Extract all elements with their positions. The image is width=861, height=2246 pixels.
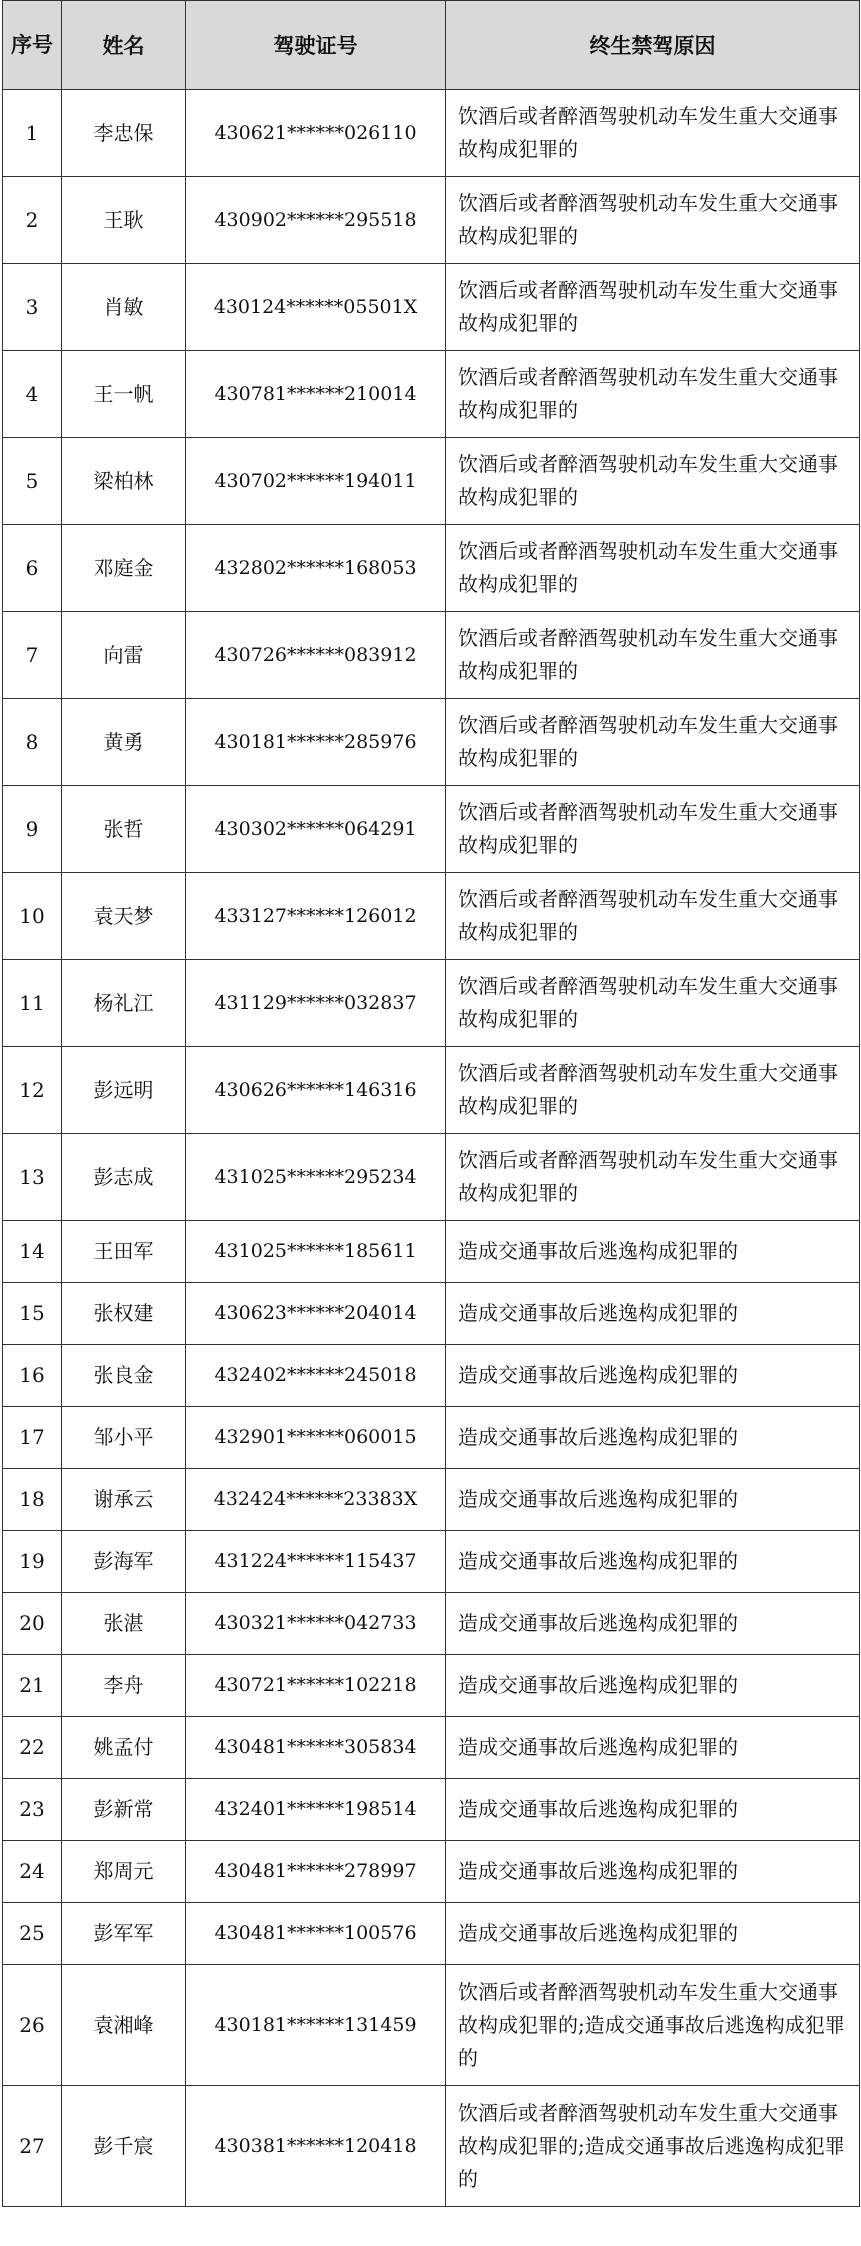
cell-license: 430321******042733	[186, 1593, 446, 1655]
cell-reason: 饮酒后或者醉酒驾驶机动车发生重大交通事故构成犯罪的	[446, 438, 860, 525]
cell-no: 4	[3, 351, 62, 438]
cell-license: 430623******204014	[186, 1283, 446, 1345]
cell-license: 430181******131459	[186, 1965, 446, 2086]
cell-reason: 饮酒后或者醉酒驾驶机动车发生重大交通事故构成犯罪的;造成交通事故后逃逸构成犯罪的	[446, 2086, 860, 2207]
cell-reason: 饮酒后或者醉酒驾驶机动车发生重大交通事故构成犯罪的	[446, 1047, 860, 1134]
header-reason: 终生禁驾原因	[446, 1, 860, 90]
cell-no: 27	[3, 2086, 62, 2207]
cell-license: 430726******083912	[186, 612, 446, 699]
table-row	[3, 1047, 860, 1134]
cell-name: 彭新常	[62, 1779, 186, 1841]
cell-license: 432424******23383X	[186, 1469, 446, 1531]
cell-reason: 造成交通事故后逃逸构成犯罪的	[446, 1469, 860, 1531]
cell-name: 王耿	[62, 177, 186, 264]
cell-reason: 饮酒后或者醉酒驾驶机动车发生重大交通事故构成犯罪的	[446, 612, 860, 699]
cell-no: 14	[3, 1221, 62, 1283]
cell-reason: 饮酒后或者醉酒驾驶机动车发生重大交通事故构成犯罪的	[446, 177, 860, 264]
cell-license: 432802******168053	[186, 525, 446, 612]
table-row	[3, 1717, 860, 1779]
table-row	[3, 1531, 860, 1593]
cell-no: 2	[3, 177, 62, 264]
table-row	[3, 438, 860, 525]
cell-license: 430621******026110	[186, 90, 446, 177]
cell-no: 10	[3, 873, 62, 960]
lifetime-driving-ban-table	[2, 0, 860, 2207]
table-row	[3, 1655, 860, 1717]
cell-no: 3	[3, 264, 62, 351]
cell-reason: 造成交通事故后逃逸构成犯罪的	[446, 1903, 860, 1965]
cell-reason: 造成交通事故后逃逸构成犯罪的	[446, 1717, 860, 1779]
cell-license: 430781******210014	[186, 351, 446, 438]
cell-license: 433127******126012	[186, 873, 446, 960]
cell-no: 21	[3, 1655, 62, 1717]
table-row	[3, 351, 860, 438]
cell-no: 7	[3, 612, 62, 699]
cell-no: 24	[3, 1841, 62, 1903]
cell-license: 431129******032837	[186, 960, 446, 1047]
cell-license: 430124******05501X	[186, 264, 446, 351]
cell-license: 432401******198514	[186, 1779, 446, 1841]
cell-no: 25	[3, 1903, 62, 1965]
cell-reason: 饮酒后或者醉酒驾驶机动车发生重大交通事故构成犯罪的	[446, 873, 860, 960]
cell-no: 16	[3, 1345, 62, 1407]
cell-reason: 造成交通事故后逃逸构成犯罪的	[446, 1221, 860, 1283]
cell-reason: 饮酒后或者醉酒驾驶机动车发生重大交通事故构成犯罪的	[446, 786, 860, 873]
cell-license: 431025******185611	[186, 1221, 446, 1283]
cell-name: 彭海军	[62, 1531, 186, 1593]
cell-reason: 饮酒后或者醉酒驾驶机动车发生重大交通事故构成犯罪的	[446, 1134, 860, 1221]
cell-reason: 饮酒后或者醉酒驾驶机动车发生重大交通事故构成犯罪的	[446, 90, 860, 177]
cell-no: 20	[3, 1593, 62, 1655]
cell-name: 彭志成	[62, 1134, 186, 1221]
header-name: 姓名	[62, 1, 186, 90]
cell-no: 19	[3, 1531, 62, 1593]
cell-no: 26	[3, 1965, 62, 2086]
cell-name: 张良金	[62, 1345, 186, 1407]
cell-name: 邹小平	[62, 1407, 186, 1469]
cell-name: 李舟	[62, 1655, 186, 1717]
table-row	[3, 612, 860, 699]
table-body	[3, 90, 860, 2207]
table-header-row	[3, 1, 860, 90]
cell-reason: 造成交通事故后逃逸构成犯罪的	[446, 1593, 860, 1655]
table-row	[3, 1779, 860, 1841]
cell-license: 430721******102218	[186, 1655, 446, 1717]
cell-no: 15	[3, 1283, 62, 1345]
cell-no: 11	[3, 960, 62, 1047]
cell-no: 18	[3, 1469, 62, 1531]
cell-name: 李忠保	[62, 90, 186, 177]
table-row	[3, 786, 860, 873]
cell-reason: 饮酒后或者醉酒驾驶机动车发生重大交通事故构成犯罪的	[446, 699, 860, 786]
cell-reason: 饮酒后或者醉酒驾驶机动车发生重大交通事故构成犯罪的;造成交通事故后逃逸构成犯罪的	[446, 1965, 860, 2086]
cell-reason: 造成交通事故后逃逸构成犯罪的	[446, 1841, 860, 1903]
cell-name: 彭军军	[62, 1903, 186, 1965]
table-row	[3, 699, 860, 786]
cell-license: 432901******060015	[186, 1407, 446, 1469]
cell-reason: 造成交通事故后逃逸构成犯罪的	[446, 1283, 860, 1345]
cell-reason: 造成交通事故后逃逸构成犯罪的	[446, 1407, 860, 1469]
cell-name: 肖敏	[62, 264, 186, 351]
cell-name: 彭远明	[62, 1047, 186, 1134]
cell-no: 22	[3, 1717, 62, 1779]
cell-no: 9	[3, 786, 62, 873]
table-row	[3, 960, 860, 1047]
cell-license: 430381******120418	[186, 2086, 446, 2207]
cell-license: 432402******245018	[186, 1345, 446, 1407]
cell-license: 430481******100576	[186, 1903, 446, 1965]
table-row	[3, 1903, 860, 1965]
cell-name: 杨礼江	[62, 960, 186, 1047]
cell-license: 430902******295518	[186, 177, 446, 264]
cell-reason: 饮酒后或者醉酒驾驶机动车发生重大交通事故构成犯罪的	[446, 351, 860, 438]
cell-reason: 造成交通事故后逃逸构成犯罪的	[446, 1779, 860, 1841]
table-row	[3, 2086, 860, 2207]
cell-license: 431025******295234	[186, 1134, 446, 1221]
cell-reason: 饮酒后或者醉酒驾驶机动车发生重大交通事故构成犯罪的	[446, 960, 860, 1047]
cell-no: 17	[3, 1407, 62, 1469]
cell-name: 黄勇	[62, 699, 186, 786]
cell-name: 袁天梦	[62, 873, 186, 960]
cell-name: 袁湘峰	[62, 1965, 186, 2086]
table-row	[3, 1407, 860, 1469]
header-license: 驾驶证号	[186, 1, 446, 90]
cell-name: 彭千宸	[62, 2086, 186, 2207]
table-row	[3, 177, 860, 264]
cell-no: 8	[3, 699, 62, 786]
cell-name: 邓庭金	[62, 525, 186, 612]
table-row	[3, 525, 860, 612]
table-row	[3, 1345, 860, 1407]
table-row	[3, 1965, 860, 2086]
cell-license: 430181******285976	[186, 699, 446, 786]
table-row	[3, 90, 860, 177]
cell-license: 430481******305834	[186, 1717, 446, 1779]
table-row	[3, 1283, 860, 1345]
cell-name: 张湛	[62, 1593, 186, 1655]
table-row	[3, 1593, 860, 1655]
cell-reason: 造成交通事故后逃逸构成犯罪的	[446, 1345, 860, 1407]
cell-name: 谢承云	[62, 1469, 186, 1531]
cell-reason: 造成交通事故后逃逸构成犯罪的	[446, 1531, 860, 1593]
cell-reason: 饮酒后或者醉酒驾驶机动车发生重大交通事故构成犯罪的	[446, 525, 860, 612]
table-row	[3, 1134, 860, 1221]
cell-name: 向雷	[62, 612, 186, 699]
cell-license: 430481******278997	[186, 1841, 446, 1903]
table-row	[3, 873, 860, 960]
header-no: 序号	[3, 1, 62, 90]
cell-name: 姚孟付	[62, 1717, 186, 1779]
table-row	[3, 264, 860, 351]
cell-reason: 造成交通事故后逃逸构成犯罪的	[446, 1655, 860, 1717]
cell-no: 13	[3, 1134, 62, 1221]
cell-no: 6	[3, 525, 62, 612]
cell-no: 23	[3, 1779, 62, 1841]
cell-license: 430626******146316	[186, 1047, 446, 1134]
cell-name: 郑周元	[62, 1841, 186, 1903]
cell-name: 张哲	[62, 786, 186, 873]
cell-no: 1	[3, 90, 62, 177]
cell-reason: 饮酒后或者醉酒驾驶机动车发生重大交通事故构成犯罪的	[446, 264, 860, 351]
cell-name: 王田军	[62, 1221, 186, 1283]
table-row	[3, 1469, 860, 1531]
table-row	[3, 1221, 860, 1283]
cell-license: 430702******194011	[186, 438, 446, 525]
cell-name: 张权建	[62, 1283, 186, 1345]
cell-license: 430302******064291	[186, 786, 446, 873]
table-row	[3, 1841, 860, 1903]
cell-license: 431224******115437	[186, 1531, 446, 1593]
cell-no: 5	[3, 438, 62, 525]
cell-no: 12	[3, 1047, 62, 1134]
cell-name: 王一帆	[62, 351, 186, 438]
cell-name: 梁柏林	[62, 438, 186, 525]
